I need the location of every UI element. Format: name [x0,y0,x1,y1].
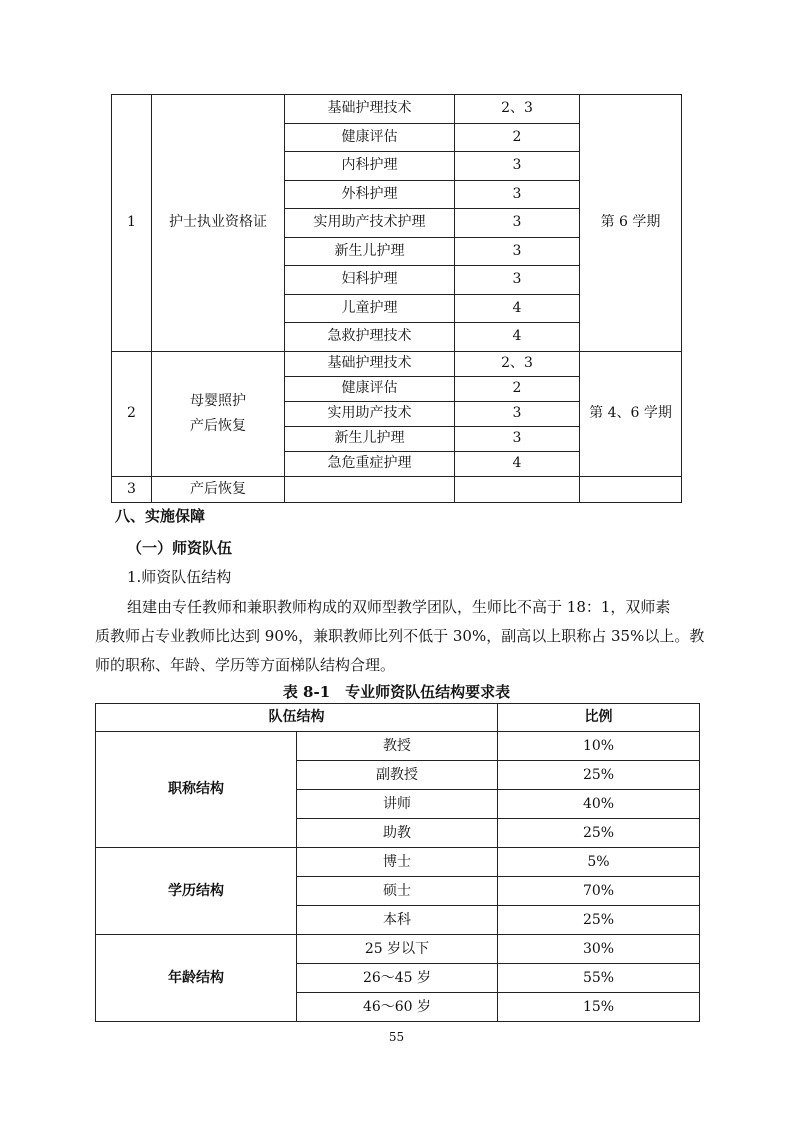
course-name: 新生儿护理 [285,237,455,266]
structure-ratio: 25% [498,819,700,848]
certificate-name [152,95,285,352]
course-semester: 3 [455,180,580,209]
section-heading: 八、实施保障 [115,507,206,525]
table-row [112,476,682,502]
structure-item: 本科 [297,906,498,935]
structure-item: 硕士 [297,877,498,906]
course-name [285,476,455,502]
group-number: 1 [112,95,152,352]
course-semester [455,476,580,502]
structure-item: 讲师 [297,790,498,819]
course-name: 内科护理 [285,152,455,181]
certificate-name-line: 母婴照护 [190,392,246,409]
paragraph-line-1: 组建由专任教师和兼职教师构成的双师型教学团队，生师比不高于 18：1，双师素 [127,598,671,616]
table-row [96,935,700,964]
course-semester: 4 [455,294,580,323]
certificate-name [152,351,285,476]
course-semester: 3 [455,209,580,238]
structure-ratio: 5% [498,848,700,877]
course-name: 急危重症护理 [285,451,455,476]
course-semester: 2、3 [455,95,580,124]
structure-item: 助教 [297,819,498,848]
course-semester: 3 [455,426,580,451]
course-name: 外科护理 [285,180,455,209]
course-semester: 3 [455,237,580,266]
group-number: 2 [112,351,152,476]
course-name: 儿童护理 [285,294,455,323]
structure-ratio: 55% [498,964,700,993]
exam-term: 第 6 学期 [580,95,682,352]
structure-group: 学历结构 [96,848,297,935]
group-number: 3 [112,476,152,502]
table-row [112,95,682,124]
header-structure: 队伍结构 [96,704,498,732]
structure-ratio: 25% [498,761,700,790]
table-caption: 表 8-1 专业师资队伍结构要求表 [282,683,511,701]
certificate-name [152,476,285,502]
course-semester: 4 [455,451,580,476]
paragraph-line-3: 师的职称、年龄、学历等方面梯队结构合理。 [95,656,396,674]
page-number: 55 [388,1030,405,1044]
header-ratio: 比例 [498,704,700,732]
structure-group: 职称结构 [96,732,297,848]
certificate-name-line: 产后恢复 [190,480,246,497]
course-name: 基础护理技术 [285,351,455,376]
course-name: 实用助产技术护理 [285,209,455,238]
table-row [96,732,700,761]
course-name: 健康评估 [285,123,455,152]
course-semester: 3 [455,266,580,295]
structure-item: 46～60 岁 [297,993,498,1022]
course-name: 基础护理技术 [285,95,455,124]
structure-item: 25 岁以下 [297,935,498,964]
course-semester: 3 [455,401,580,426]
course-name: 健康评估 [285,376,455,401]
course-semester: 3 [455,152,580,181]
course-name: 妇科护理 [285,266,455,295]
structure-item: 教授 [297,732,498,761]
faculty-structure-table [95,703,700,1022]
certificate-name-line: 护士执业资格证 [169,214,267,231]
structure-ratio: 40% [498,790,700,819]
course-name: 实用助产技术 [285,401,455,426]
structure-item: 副教授 [297,761,498,790]
course-semester: 2 [455,123,580,152]
structure-ratio: 10% [498,732,700,761]
structure-ratio: 30% [498,935,700,964]
table-row [112,351,682,376]
exam-term [580,476,682,502]
course-semester: 2 [455,376,580,401]
structure-item: 26～45 岁 [297,964,498,993]
subsection-heading: （一）师资队伍 [127,539,233,557]
structure-ratio: 25% [498,906,700,935]
course-name: 新生儿护理 [285,426,455,451]
item-title: 1.师资队伍结构 [127,568,232,586]
structure-item: 博士 [297,848,498,877]
course-semester: 4 [455,323,580,352]
exam-term: 第 4、6 学期 [580,351,682,476]
paragraph-line-2: 质教师占专业教师比达到 90%，兼职教师比列不低于 30%，副高以上职称占 35%以上。教 [95,627,705,645]
structure-ratio: 70% [498,877,700,906]
structure-ratio: 15% [498,993,700,1022]
table-header-row [96,704,700,732]
certificate-course-table [111,94,682,503]
course-semester: 2、3 [455,351,580,376]
table-row [96,848,700,877]
structure-group: 年龄结构 [96,935,297,1022]
certificate-name-line: 产后恢复 [190,417,246,434]
course-name: 急救护理技术 [285,323,455,352]
